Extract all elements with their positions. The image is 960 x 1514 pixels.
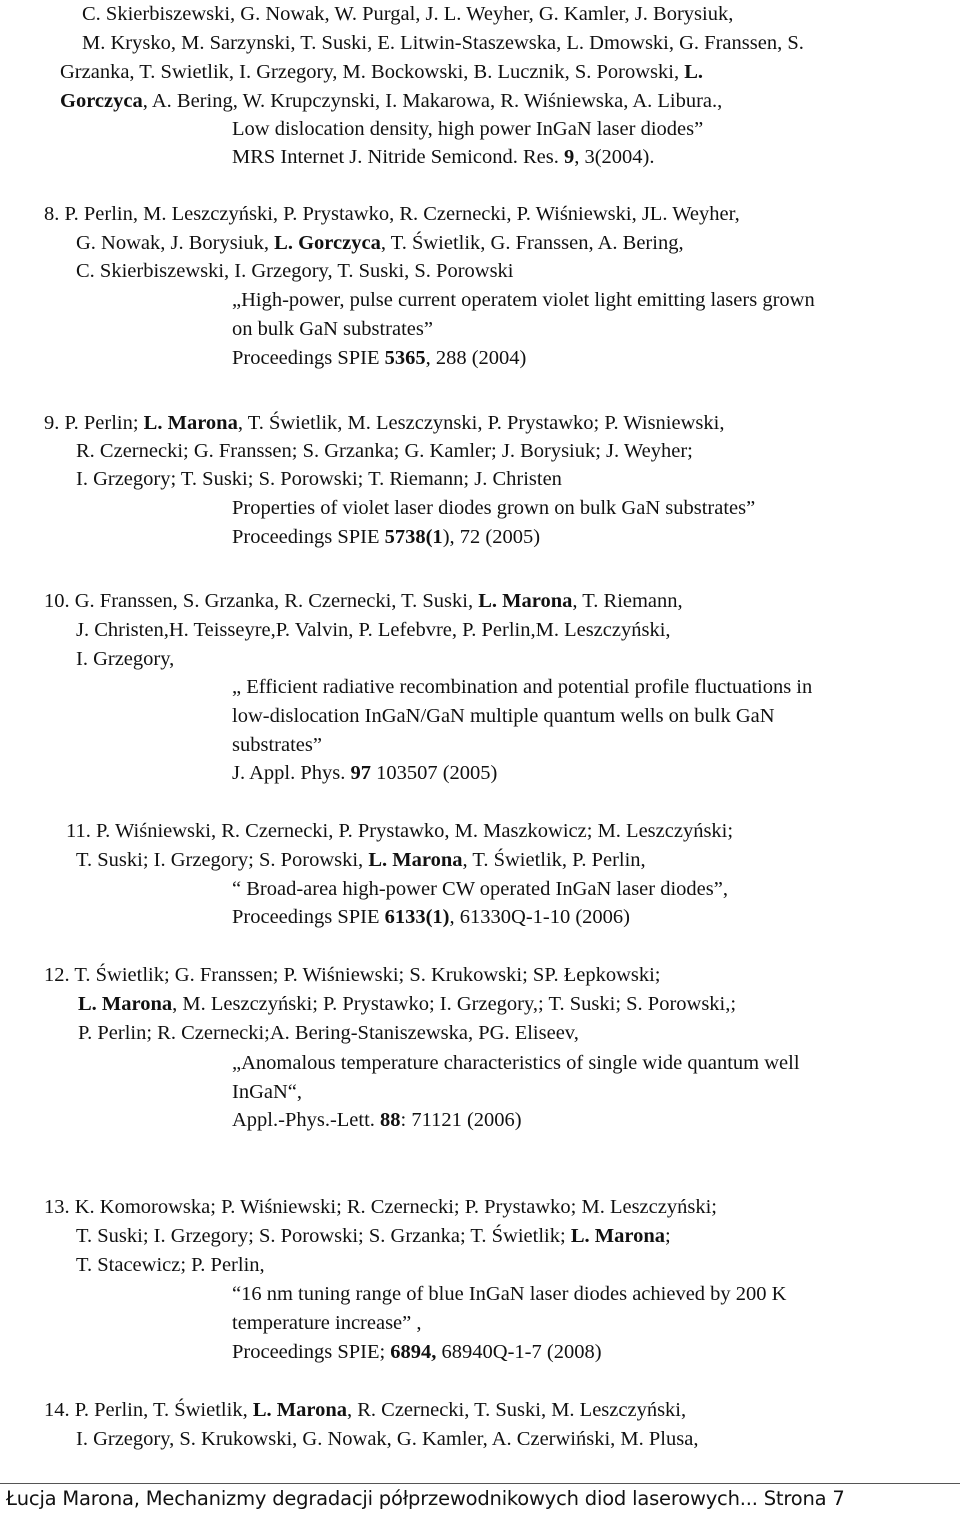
text-line bbox=[78, 989, 736, 1019]
text-segment: „Anomalous temperature characteristics of single wide quantum well bbox=[232, 1052, 800, 1074]
bold-text: 6133(1) bbox=[384, 906, 450, 928]
text-segment: 14. P. Perlin, T. Świetlik, bbox=[44, 1399, 253, 1421]
bold-text: L. Gorczyca bbox=[274, 232, 381, 254]
text-segment: , R. Czernecki, T. Suski, M. Leszczyński, bbox=[346, 1399, 687, 1421]
ref-12-title bbox=[232, 1048, 800, 1078]
bold-text: L. bbox=[684, 61, 704, 83]
text-segment: ), 72 (2005) bbox=[442, 526, 541, 548]
text-segment: J. Christen,H. Teisseyre,P. Valvin, P. Lefebvre, P. Perlin,M. Leszczyński, bbox=[76, 619, 671, 641]
text-segment: Proceedings SPIE bbox=[232, 347, 385, 369]
text-segment: substrates” bbox=[232, 734, 322, 756]
text-segment: Appl.-Phys.-Lett. bbox=[232, 1109, 381, 1131]
text-line bbox=[76, 845, 646, 875]
ref-9-title bbox=[232, 493, 755, 523]
text-segment: temperature increase” , bbox=[232, 1312, 422, 1334]
text-segment: R. Czernecki; G. Franssen; S. Grzanka; G. Kamler; J. Borysiuk; J. Weyher; bbox=[76, 440, 693, 462]
text-segment: 68940Q-1-7 (2008) bbox=[436, 1341, 602, 1363]
text-segment: 10. G. Franssen, S. Grzanka, R. Czernecki, T. Suski, bbox=[44, 590, 479, 612]
text-segment: I. Grzegory, bbox=[76, 648, 175, 670]
bold-text: 97 bbox=[350, 762, 371, 784]
bold-text: 88 bbox=[380, 1109, 401, 1131]
text-line bbox=[76, 644, 174, 674]
text-segment: , 3(2004). bbox=[574, 146, 655, 168]
text-segment: Properties of violet laser diodes grown on bulk GaN substrates” bbox=[232, 497, 756, 519]
ref-14-authors bbox=[44, 1395, 686, 1425]
ref-10-title bbox=[232, 672, 812, 702]
text-segment: 12. T. Świetlik; G. Franssen; P. Wiśniewski; S. Krukowski; SP. Łepkowski; bbox=[44, 964, 661, 986]
ref-8-title bbox=[232, 285, 815, 315]
text-segment: , T. Świetlik, P. Perlin, bbox=[462, 849, 646, 871]
text-segment: low-dislocation InGaN/GaN multiple quantum wells on bulk GaN bbox=[232, 705, 775, 727]
text-line bbox=[76, 436, 693, 466]
text-segment: , 61330Q-1-10 (2006) bbox=[449, 906, 631, 928]
text-line bbox=[82, 28, 804, 58]
text-segment: , T. Riemann, bbox=[572, 590, 683, 612]
ref-10-authors bbox=[44, 586, 683, 616]
ref-13-title bbox=[232, 1279, 786, 1309]
bold-text: 5738(1 bbox=[384, 526, 443, 548]
bold-text: L. Marona bbox=[143, 412, 238, 434]
text-segment: 13. K. Komorowska; P. Wiśniewski; R. Czernecki; P. Prystawko; M. Leszczyński; bbox=[44, 1196, 717, 1218]
ref-13-journal bbox=[232, 1337, 602, 1367]
text-line bbox=[78, 1018, 579, 1048]
bold-text: L. Marona bbox=[478, 590, 573, 612]
ref-7-authors bbox=[82, 0, 733, 29]
text-line bbox=[232, 314, 433, 344]
bold-text: Gorczyca bbox=[60, 90, 143, 112]
ref-8-authors bbox=[44, 199, 740, 229]
text-segment: C. Skierbiszewski, G. Nowak, W. Purgal, J. L. Weyher, G. Kamler, J. Borysiuk, bbox=[82, 3, 734, 25]
text-segment: „ Efficient radiative recombination and potential profile fluctuations in bbox=[232, 676, 813, 698]
text-segment: Proceedings SPIE bbox=[232, 526, 385, 548]
ref-12-journal bbox=[232, 1105, 522, 1135]
text-segment: Low dislocation density, high power InGaN laser diodes” bbox=[232, 118, 704, 140]
footer-text: Łucja Marona, Mechanizmy degradacji półprzewodnikowych diod laserowych... Strona 7 bbox=[6, 1487, 845, 1510]
text-segment: “ Broad-area high-power CW operated InGaN laser diodes”, bbox=[232, 878, 728, 900]
text-segment: T. Suski; I. Grzegory; S. Porowski; S. Grzanka; T. Świetlik; bbox=[76, 1225, 571, 1247]
text-segment: “16 nm tuning range of blue InGaN laser diodes achieved by 200 K bbox=[232, 1283, 787, 1305]
text-segment: , M. Leszczyński; P. Prystawko; I. Grzegory,; T. Suski; S. Porowski,; bbox=[172, 993, 737, 1015]
text-segment: 9. P. Perlin; bbox=[44, 412, 144, 434]
text-segment: T. Stacewicz; P. Perlin, bbox=[76, 1254, 265, 1276]
text-line bbox=[60, 57, 703, 87]
page-footer bbox=[0, 1483, 960, 1512]
ref-9-authors bbox=[44, 408, 724, 438]
bold-text: L. Marona bbox=[368, 849, 463, 871]
text-segment: Grzanka, T. Swietlik, I. Grzegory, M. Bockowski, B. Lucznik, S. Porowski, bbox=[60, 61, 685, 83]
text-line bbox=[76, 1250, 265, 1280]
ref-7-title bbox=[232, 114, 703, 144]
text-segment: C. Skierbiszewski, I. Grzegory, T. Suski, S. Porowski bbox=[76, 260, 514, 282]
ref-11-title bbox=[232, 874, 728, 904]
text-segment: Proceedings SPIE bbox=[232, 906, 385, 928]
bold-text: 5365 bbox=[384, 347, 426, 369]
text-segment: I. Grzegory; T. Suski; S. Porowski; T. Riemann; J. Christen bbox=[76, 468, 562, 490]
ref-8-journal bbox=[232, 343, 526, 373]
text-segment: T. Suski; I. Grzegory; S. Porowski, bbox=[76, 849, 369, 871]
text-segment: on bulk GaN substrates” bbox=[232, 318, 433, 340]
text-line bbox=[60, 86, 722, 116]
bold-text: L. Marona bbox=[252, 1399, 347, 1421]
ref-13-authors bbox=[44, 1192, 717, 1222]
text-segment: 103507 (2005) bbox=[370, 762, 498, 784]
ref-12-authors bbox=[44, 960, 661, 990]
text-segment: M. Krysko, M. Sarzynski, T. Suski, E. Litwin-Staszewska, L. Dmowski, G. Franssen, S. bbox=[82, 32, 804, 54]
ref-11-authors bbox=[66, 816, 733, 846]
text-segment: ; bbox=[664, 1225, 671, 1247]
text-segment: P. Perlin; R. Czernecki;A. Bering-Staniszewska, PG. Eliseev, bbox=[78, 1022, 579, 1044]
text-segment: , T. Świetlik, G. Franssen, A. Bering, bbox=[380, 232, 684, 254]
text-line bbox=[232, 1308, 422, 1338]
bold-text: L. Marona bbox=[570, 1225, 665, 1247]
text-segment: , T. Świetlik, M. Leszczynski, P. Prystawko; P. Wisniewski, bbox=[237, 412, 725, 434]
text-line bbox=[76, 228, 684, 258]
text-line bbox=[232, 1077, 302, 1107]
text-segment: J. Appl. Phys. bbox=[232, 762, 351, 784]
text-line bbox=[232, 730, 322, 760]
text-segment: InGaN“, bbox=[232, 1081, 303, 1103]
text-segment: , 288 (2004) bbox=[425, 347, 527, 369]
text-segment: Proceedings SPIE; bbox=[232, 1341, 391, 1363]
text-segment: , A. Bering, W. Krupczynski, I. Makarowa, R. Wiśniewska, A. Libura., bbox=[142, 90, 723, 112]
text-segment: 11. P. Wiśniewski, R. Czernecki, P. Prystawko, M. Maszkowicz; M. Leszczyński; bbox=[66, 820, 734, 842]
text-line bbox=[76, 1221, 671, 1251]
ref-11-journal bbox=[232, 902, 630, 932]
ref-10-journal bbox=[232, 758, 497, 788]
text-segment: „High-power, pulse current operatem violet light emitting lasers grown bbox=[232, 289, 815, 311]
text-segment: MRS Internet J. Nitride Semicond. Res. bbox=[232, 146, 564, 168]
text-line bbox=[76, 256, 514, 286]
text-line bbox=[76, 1424, 698, 1454]
ref-7-journal bbox=[232, 142, 655, 172]
text-segment: G. Nowak, J. Borysiuk, bbox=[76, 232, 275, 254]
bold-text: L. Marona bbox=[78, 993, 173, 1015]
ref-9-journal bbox=[232, 522, 540, 552]
text-segment: 8. P. Perlin, M. Leszczyński, P. Prystawko, R. Czernecki, P. Wiśniewski, JL. Weyher, bbox=[44, 203, 740, 225]
text-segment: : 71121 (2006) bbox=[400, 1109, 522, 1131]
text-segment: I. Grzegory, S. Krukowski, G. Nowak, G. Kamler, A. Czerwiński, M. Plusa, bbox=[76, 1428, 699, 1450]
text-line bbox=[232, 701, 775, 731]
text-line bbox=[76, 464, 562, 494]
bold-text: 9 bbox=[563, 146, 575, 168]
bold-text: 6894, bbox=[390, 1341, 437, 1363]
text-line bbox=[76, 615, 671, 645]
